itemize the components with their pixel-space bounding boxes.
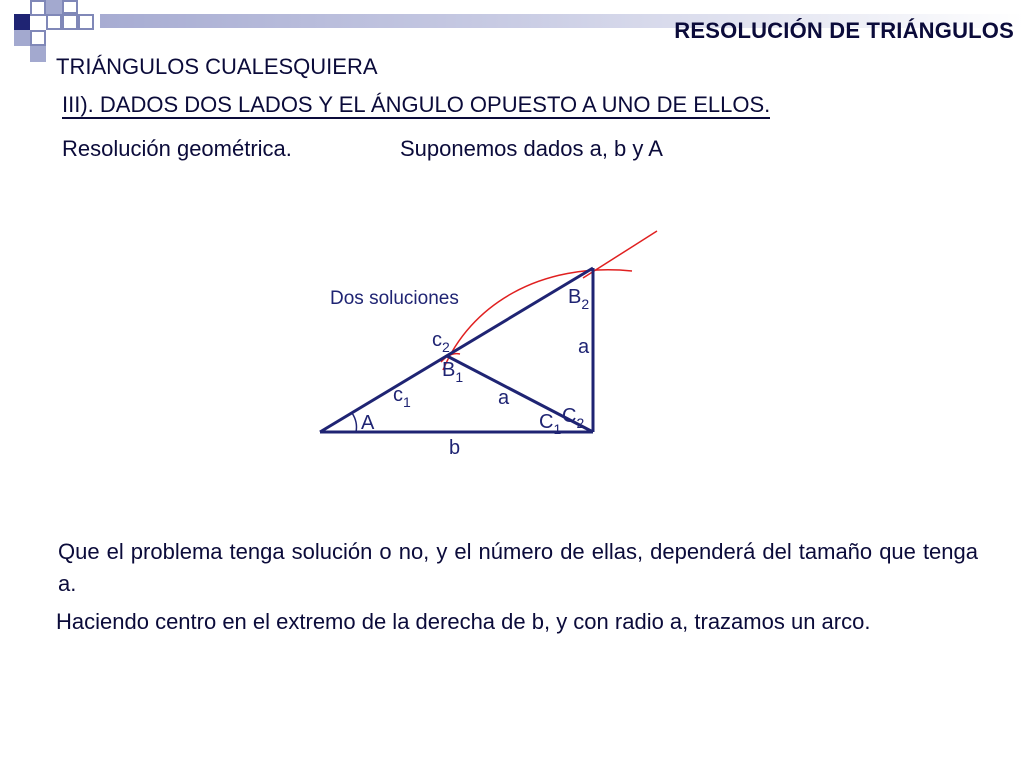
label-c1-side: $c_1$ bbox=[393, 384, 411, 410]
slide-title: RESOLUCIÓN DE TRIÁNGULOS bbox=[674, 18, 1014, 43]
slide-subtitle: TRIÁNGULOS CUALESQUIERA bbox=[56, 54, 378, 79]
method-label: Resolución geométrica. bbox=[62, 136, 292, 161]
caption-two-solutions: Dos soluciones bbox=[330, 288, 459, 309]
label-c2-side: $c_2$ bbox=[432, 329, 450, 355]
label-b1: $B_1$ bbox=[442, 359, 464, 385]
label-angle-a: A bbox=[361, 412, 375, 434]
label-a-vertical: a bbox=[578, 336, 590, 358]
label-b2: $B_2$ bbox=[568, 286, 590, 312]
case-heading: III). DADOS DOS LADOS Y EL ÁNGULO OPUESTO A UNO DE ELLOS. bbox=[62, 92, 771, 117]
label-vertex-c2: $C_2$ bbox=[562, 405, 585, 431]
explanation-paragraph-2: Haciendo centro en el extremo de la derecha de b, y con radio a, trazamos un arco. bbox=[56, 609, 871, 634]
label-b-base: b bbox=[449, 437, 461, 459]
angle-a-arc bbox=[352, 413, 357, 432]
explanation-paragraph-1: Que el problema tenga solución o no, y el número de ellas, dependerá del tamaño que tenga a. bbox=[58, 539, 978, 596]
assumption-label: Suponemos dados a, b y A bbox=[400, 136, 663, 161]
label-a-slanted: a bbox=[498, 387, 510, 409]
label-vertex-c1: $C_1$ bbox=[539, 411, 562, 437]
construction-arc bbox=[443, 270, 632, 370]
